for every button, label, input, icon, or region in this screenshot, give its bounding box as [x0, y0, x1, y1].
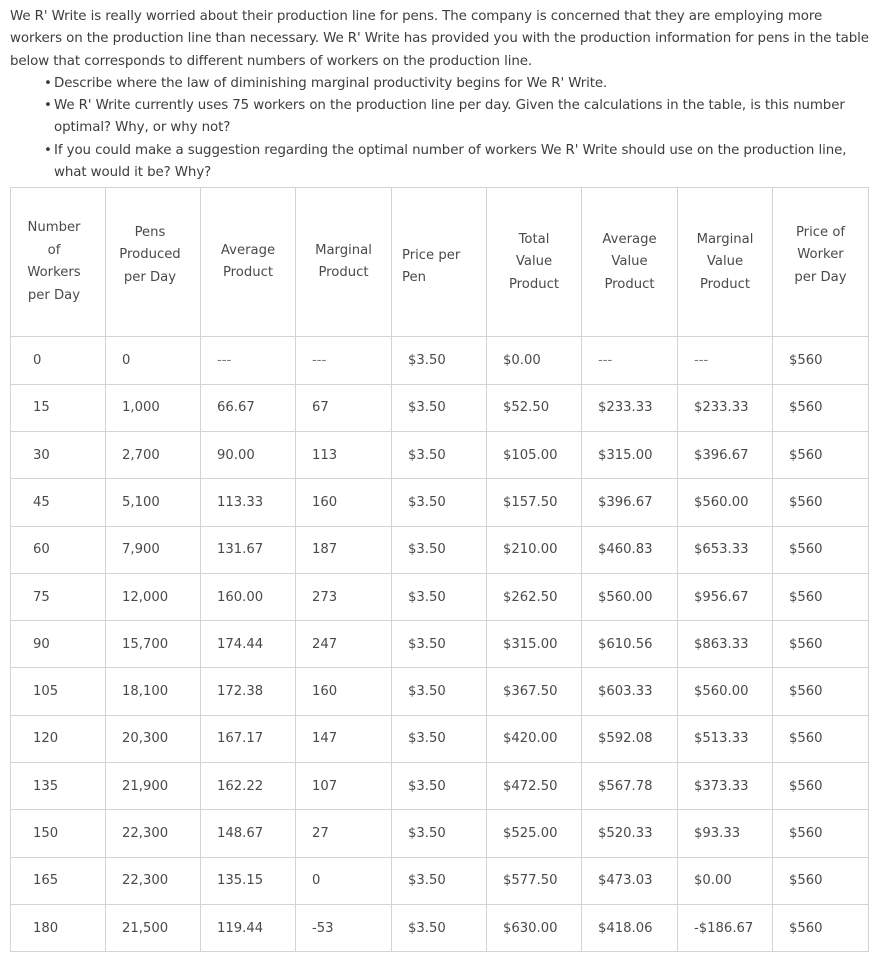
- marginal-value-product-cell: $560.00: [678, 668, 773, 715]
- total-value-product-cell: $262.50: [487, 573, 582, 620]
- total-value-product-cell: $210.00: [487, 526, 582, 573]
- number-of-workers-cell: 165: [11, 857, 106, 904]
- price-per-pen-cell: $3.50: [392, 337, 487, 384]
- number-of-workers-cell: 150: [11, 810, 106, 857]
- header-total-value-product: Total Value Product: [487, 188, 582, 337]
- average-product-cell: ---: [201, 337, 296, 384]
- table-row: [11, 810, 869, 857]
- header-number-of-workers: Number of Workers per Day: [11, 188, 106, 337]
- number-of-workers-cell: 120: [11, 715, 106, 762]
- average-value-product-cell: $603.33: [582, 668, 678, 715]
- marginal-product-cell: 187: [296, 526, 392, 573]
- header-average-product: Average Product: [201, 188, 296, 337]
- header-average-value-product: Average Value Product: [582, 188, 678, 337]
- marginal-product-cell: 247: [296, 621, 392, 668]
- pens-produced-cell: 21,900: [106, 763, 201, 810]
- header-marginal-value-product: Marginal Value Product: [678, 188, 773, 337]
- pens-produced-cell: 12,000: [106, 573, 201, 620]
- price-of-worker-cell: $560: [773, 384, 869, 431]
- average-value-product-cell: $610.56: [582, 621, 678, 668]
- header-price-per-pen: Price per Pen: [392, 188, 487, 337]
- number-of-workers-cell: 60: [11, 526, 106, 573]
- average-value-product-cell: $460.83: [582, 526, 678, 573]
- intro-paragraph: We R' Write is really worried about their production line for pens. The company is concerned that they are employing more workers on the production line than necessary. We R' Write has provided you with the production information for pens in the table below that corresponds to different numbers of workers on the production line.: [10, 9, 869, 69]
- marginal-product-cell: 160: [296, 668, 392, 715]
- average-value-product-cell: $560.00: [582, 573, 678, 620]
- pens-produced-cell: 21,500: [106, 904, 201, 951]
- pens-produced-cell: 1,000: [106, 384, 201, 431]
- price-of-worker-cell: $560: [773, 763, 869, 810]
- price-of-worker-cell: $560: [773, 431, 869, 478]
- total-value-product-cell: $105.00: [487, 431, 582, 478]
- marginal-value-product-cell: ---: [678, 337, 773, 384]
- average-value-product-cell: $520.33: [582, 810, 678, 857]
- number-of-workers-cell: 15: [11, 384, 106, 431]
- marginal-product-cell: -53: [296, 904, 392, 951]
- table-row: [11, 715, 869, 762]
- table-row: [11, 668, 869, 715]
- average-product-cell: 90.00: [201, 431, 296, 478]
- marginal-value-product-cell: $0.00: [678, 857, 773, 904]
- pens-produced-cell: 22,300: [106, 857, 201, 904]
- average-product-cell: 119.44: [201, 904, 296, 951]
- header-marginal-product: Marginal Product: [296, 188, 392, 337]
- table-row: [11, 904, 869, 951]
- table-row: [11, 526, 869, 573]
- price-of-worker-cell: $560: [773, 857, 869, 904]
- price-of-worker-cell: $560: [773, 904, 869, 951]
- price-per-pen-cell: $3.50: [392, 857, 487, 904]
- marginal-product-cell: 0: [296, 857, 392, 904]
- total-value-product-cell: $157.50: [487, 479, 582, 526]
- number-of-workers-cell: 75: [11, 573, 106, 620]
- table-row: [11, 384, 869, 431]
- total-value-product-cell: $367.50: [487, 668, 582, 715]
- price-of-worker-cell: $560: [773, 668, 869, 715]
- pens-produced-cell: 2,700: [106, 431, 201, 478]
- header-price-of-worker: Price of Worker per Day: [773, 188, 869, 337]
- question-item: • If you could make a suggestion regarding the optimal number of workers We R' Write should use on the production line, what would it be? Why?: [54, 140, 870, 185]
- marginal-value-product-cell: $373.33: [678, 763, 773, 810]
- number-of-workers-cell: 45: [11, 479, 106, 526]
- price-per-pen-cell: $3.50: [392, 479, 487, 526]
- price-of-worker-cell: $560: [773, 715, 869, 762]
- number-of-workers-cell: 90: [11, 621, 106, 668]
- average-value-product-cell: $396.67: [582, 479, 678, 526]
- average-product-cell: 160.00: [201, 573, 296, 620]
- marginal-value-product-cell: $653.33: [678, 526, 773, 573]
- marginal-value-product-cell: $396.67: [678, 431, 773, 478]
- average-value-product-cell: $592.08: [582, 715, 678, 762]
- total-value-product-cell: $315.00: [487, 621, 582, 668]
- price-per-pen-cell: $3.50: [392, 573, 487, 620]
- question-item: • Describe where the law of diminishing marginal productivity begins for We R' Write.: [54, 73, 870, 95]
- total-value-product-cell: $0.00: [487, 337, 582, 384]
- marginal-product-cell: 273: [296, 573, 392, 620]
- table-row: [11, 479, 869, 526]
- marginal-value-product-cell: $93.33: [678, 810, 773, 857]
- question-list: [10, 73, 870, 184]
- price-per-pen-cell: $3.50: [392, 763, 487, 810]
- table-row: [11, 431, 869, 478]
- marginal-product-cell: 67: [296, 384, 392, 431]
- marginal-value-product-cell: $560.00: [678, 479, 773, 526]
- pens-produced-cell: 18,100: [106, 668, 201, 715]
- table-row: [11, 337, 869, 384]
- number-of-workers-cell: 180: [11, 904, 106, 951]
- table-row: [11, 763, 869, 810]
- average-product-cell: 167.17: [201, 715, 296, 762]
- price-per-pen-cell: $3.50: [392, 715, 487, 762]
- average-value-product-cell: ---: [582, 337, 678, 384]
- pens-produced-cell: 15,700: [106, 621, 201, 668]
- total-value-product-cell: $630.00: [487, 904, 582, 951]
- marginal-value-product-cell: $863.33: [678, 621, 773, 668]
- marginal-product-cell: 107: [296, 763, 392, 810]
- price-of-worker-cell: $560: [773, 621, 869, 668]
- question-item: • We R' Write currently uses 75 workers on the production line per day. Given the calculations in the table, is this number optimal? Why, or why not?: [54, 95, 870, 140]
- total-value-product-cell: $52.50: [487, 384, 582, 431]
- average-value-product-cell: $567.78: [582, 763, 678, 810]
- price-per-pen-cell: $3.50: [392, 431, 487, 478]
- price-per-pen-cell: $3.50: [392, 526, 487, 573]
- number-of-workers-cell: 105: [11, 668, 106, 715]
- marginal-product-cell: 147: [296, 715, 392, 762]
- table-body: [11, 337, 869, 952]
- marginal-product-cell: 27: [296, 810, 392, 857]
- pens-produced-cell: 0: [106, 337, 201, 384]
- total-value-product-cell: $472.50: [487, 763, 582, 810]
- price-of-worker-cell: $560: [773, 810, 869, 857]
- total-value-product-cell: $525.00: [487, 810, 582, 857]
- average-product-cell: 172.38: [201, 668, 296, 715]
- marginal-product-cell: 160: [296, 479, 392, 526]
- average-value-product-cell: $233.33: [582, 384, 678, 431]
- number-of-workers-cell: 0: [11, 337, 106, 384]
- header-row: [11, 188, 869, 337]
- pens-produced-cell: 22,300: [106, 810, 201, 857]
- average-product-cell: 66.67: [201, 384, 296, 431]
- average-value-product-cell: $473.03: [582, 857, 678, 904]
- marginal-value-product-cell: $233.33: [678, 384, 773, 431]
- price-of-worker-cell: $560: [773, 337, 869, 384]
- table-row: [11, 857, 869, 904]
- price-per-pen-cell: $3.50: [392, 384, 487, 431]
- price-per-pen-cell: $3.50: [392, 904, 487, 951]
- marginal-value-product-cell: $513.33: [678, 715, 773, 762]
- number-of-workers-cell: 30: [11, 431, 106, 478]
- marginal-product-cell: ---: [296, 337, 392, 384]
- average-value-product-cell: $315.00: [582, 431, 678, 478]
- header-pens-produced: Pens Produced per Day: [106, 188, 201, 337]
- total-value-product-cell: $577.50: [487, 857, 582, 904]
- marginal-value-product-cell: -$186.67: [678, 904, 773, 951]
- price-per-pen-cell: $3.50: [392, 621, 487, 668]
- price-of-worker-cell: $560: [773, 526, 869, 573]
- price-of-worker-cell: $560: [773, 479, 869, 526]
- table-row: [11, 621, 869, 668]
- average-product-cell: 135.15: [201, 857, 296, 904]
- average-product-cell: 162.22: [201, 763, 296, 810]
- average-product-cell: 148.67: [201, 810, 296, 857]
- marginal-product-cell: 113: [296, 431, 392, 478]
- average-value-product-cell: $418.06: [582, 904, 678, 951]
- price-per-pen-cell: $3.50: [392, 810, 487, 857]
- pens-produced-cell: 20,300: [106, 715, 201, 762]
- price-per-pen-cell: $3.50: [392, 668, 487, 715]
- average-product-cell: 131.67: [201, 526, 296, 573]
- pens-produced-cell: 5,100: [106, 479, 201, 526]
- average-product-cell: 174.44: [201, 621, 296, 668]
- average-product-cell: 113.33: [201, 479, 296, 526]
- production-table: [10, 187, 869, 952]
- total-value-product-cell: $420.00: [487, 715, 582, 762]
- pens-produced-cell: 7,900: [106, 526, 201, 573]
- table-row: [11, 573, 869, 620]
- number-of-workers-cell: 135: [11, 763, 106, 810]
- marginal-value-product-cell: $956.67: [678, 573, 773, 620]
- price-of-worker-cell: $560: [773, 573, 869, 620]
